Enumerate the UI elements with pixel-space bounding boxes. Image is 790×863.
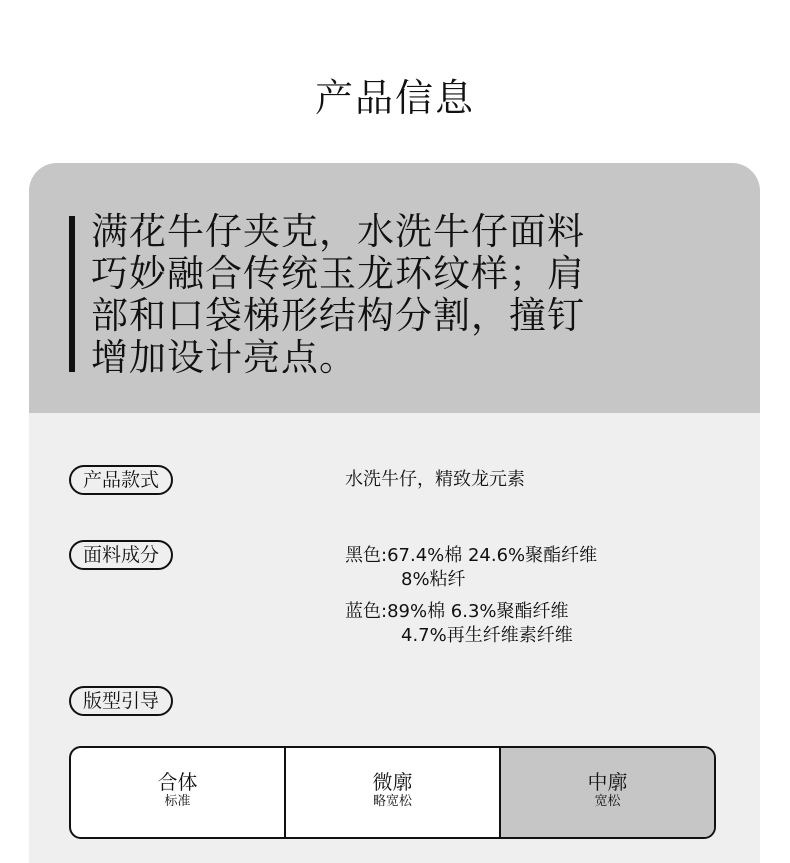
fabric-blue [345, 600, 573, 648]
fit-option-title: 微廓 [372, 769, 413, 794]
headline-line: 部和口袋梯形结构分割，撞钉 [91, 294, 585, 337]
fit-option-sub: 宽松 [594, 793, 621, 809]
fit-option-slight [286, 748, 501, 837]
headline-line: 增加设计亮点。 [91, 336, 357, 379]
headline-line: 巧妙融合传统玉龙环纹样；肩 [91, 252, 585, 295]
fit-option-medium [501, 748, 714, 837]
fit-option-sub: 略宽松 [372, 793, 412, 809]
fabric-label: 面料成分 [69, 540, 173, 570]
fit-label: 版型引导 [69, 686, 173, 716]
headline-text [91, 211, 741, 379]
fabric-blue-line1: 蓝色:89%棉 6.3%聚酯纤维 [345, 601, 569, 622]
style-value: 水洗牛仔，精致龙元素 [345, 469, 525, 490]
fabric-black-line2: 8%粘纤 [401, 569, 466, 590]
headline-line: 满花牛仔夹克，水洗牛仔面料 [91, 210, 585, 253]
fabric-blue-line2: 4.7%再生纤维素纤维 [401, 625, 573, 646]
fit-option-title: 中廓 [587, 769, 628, 794]
product-info-card [29, 163, 760, 863]
fabric-black-line1: 黑色:67.4%棉 24.6%聚酯纤维 [345, 545, 598, 566]
style-label: 产品款式 [69, 465, 173, 495]
page-title: 产品信息 [314, 76, 475, 120]
fit-option-sub: 标准 [164, 793, 191, 809]
fabric-black [345, 544, 597, 592]
fit-option-fitted [71, 748, 286, 837]
headline-panel [29, 163, 760, 413]
fit-option-title: 合体 [157, 769, 198, 794]
headline-accent-bar [69, 216, 75, 372]
fit-scale [69, 746, 716, 839]
